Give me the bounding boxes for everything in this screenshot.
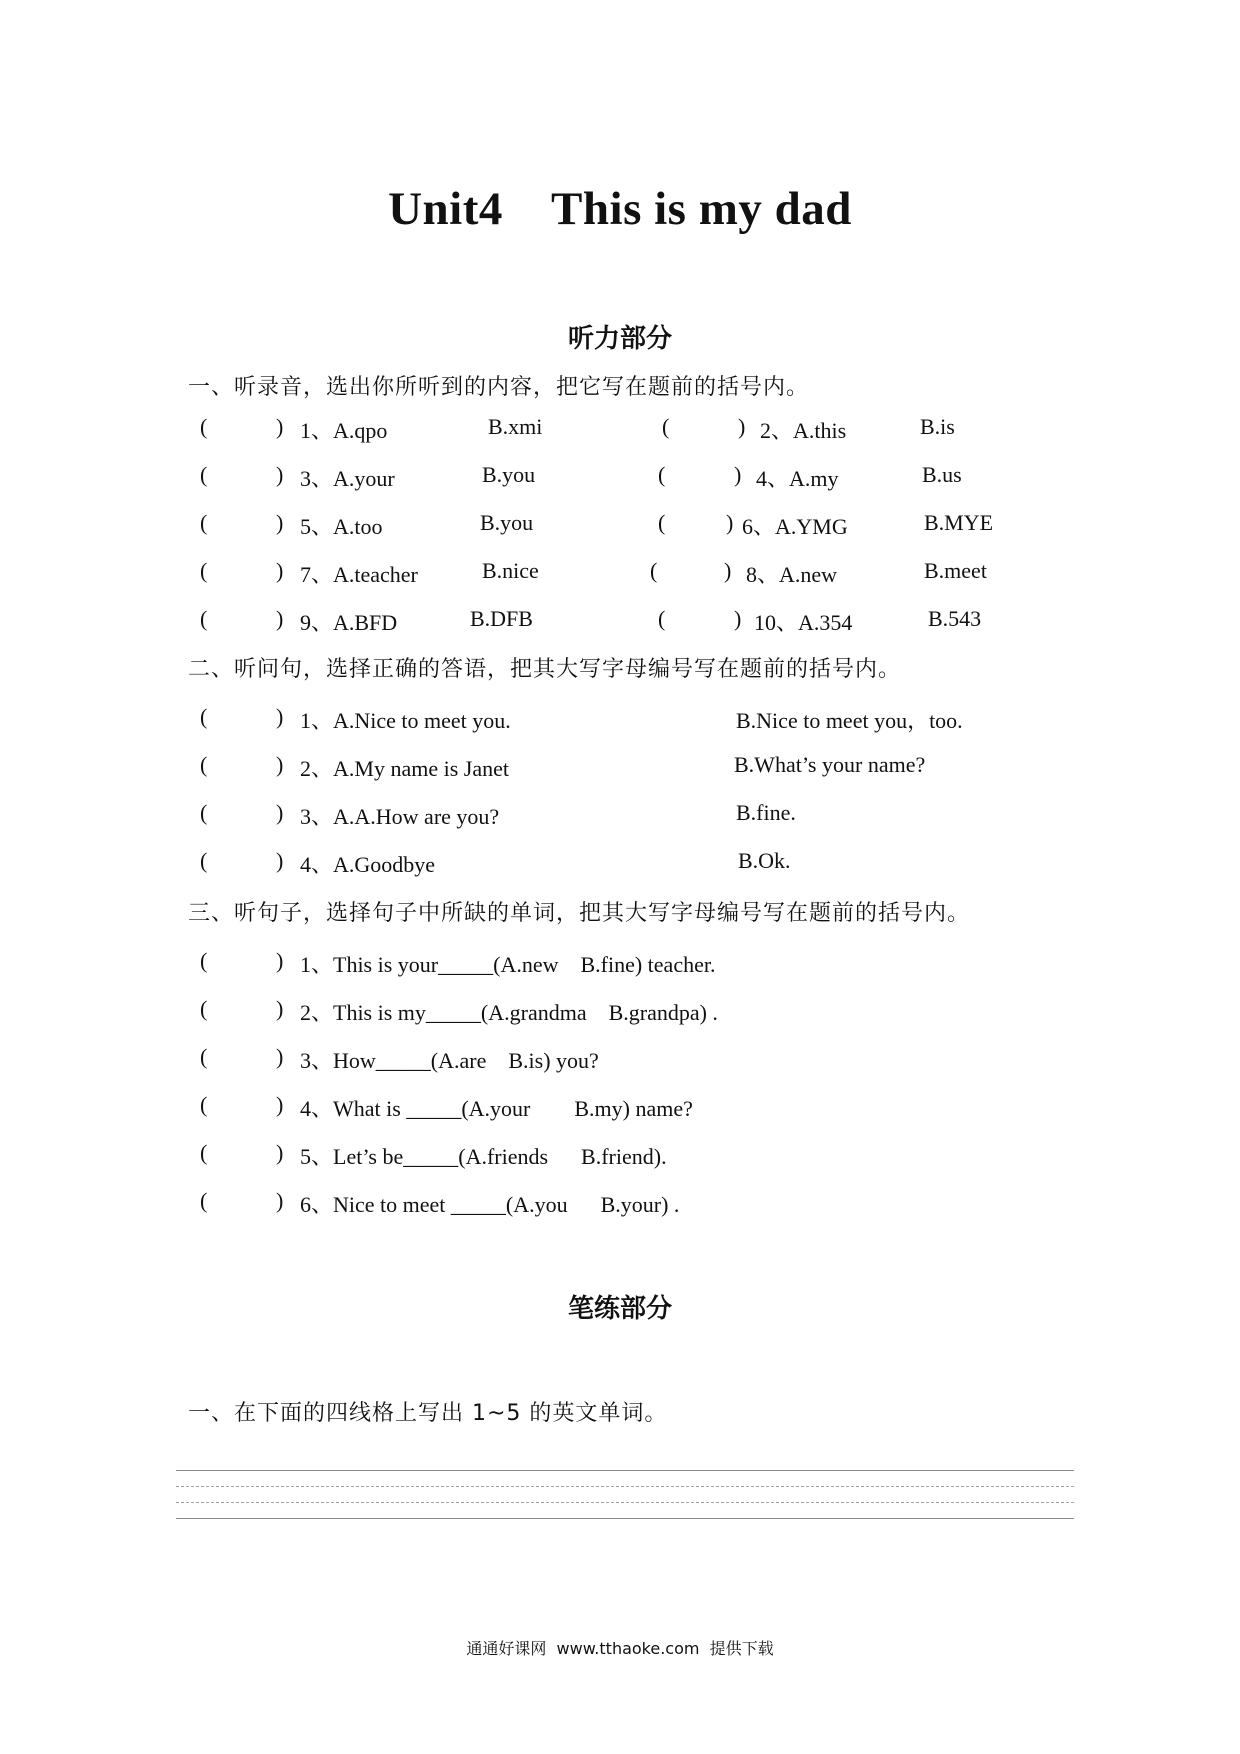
- page-title: Unit4 This is my dad: [388, 183, 852, 235]
- answer-bracket-open[interactable]: (: [200, 848, 208, 873]
- answer-bracket-close: ): [276, 752, 284, 777]
- question-option-a: 2、A.this: [760, 418, 847, 443]
- writing-section-title: 笔练部分: [567, 1294, 672, 1324]
- answer-bracket-open[interactable]: (: [650, 558, 658, 583]
- question-option-a: 8、A.new: [746, 562, 838, 587]
- question-option-b: B.DFB: [470, 606, 533, 631]
- answer-bracket-open[interactable]: (: [200, 462, 208, 487]
- question-option-b: B.fine.: [736, 800, 796, 825]
- answer-bracket-open[interactable]: (: [658, 606, 666, 631]
- answer-bracket-close: ): [276, 996, 284, 1021]
- answer-bracket-open[interactable]: (: [658, 510, 666, 535]
- answer-bracket-close: ): [276, 800, 284, 825]
- question-option-a: 5、A.too: [300, 514, 383, 539]
- question-option-b: B.is: [920, 414, 955, 439]
- question-option-b: B.meet: [924, 558, 987, 583]
- answer-bracket-open[interactable]: (: [200, 1188, 208, 1213]
- answer-bracket-open[interactable]: (: [200, 510, 208, 535]
- question-option-a: 4、A.Goodbye: [300, 852, 436, 877]
- answer-bracket-open[interactable]: (: [200, 752, 208, 777]
- question-option-b: B.MYE: [924, 510, 994, 535]
- answer-bracket-close: ): [738, 414, 746, 439]
- answer-bracket-open[interactable]: (: [200, 606, 208, 631]
- answer-bracket-open[interactable]: (: [200, 558, 208, 583]
- question-option-a: 1、A.qpo: [300, 418, 388, 443]
- question-option-a: 7、A.teacher: [300, 562, 418, 587]
- fill-blank-sentence: 2、This is my_____(A.grandma B.grandpa) .: [300, 1000, 718, 1025]
- fill-blank-sentence: 1、This is your_____(A.new B.fine) teacher.: [300, 952, 716, 977]
- answer-bracket-open[interactable]: (: [200, 1140, 208, 1165]
- answer-bracket-close: ): [276, 414, 284, 439]
- fill-blank-sentence: 4、What is _____(A.your B.my) name?: [300, 1096, 693, 1121]
- question-option-a: 9、A.BFD: [300, 610, 398, 635]
- answer-bracket-close: ): [276, 558, 284, 583]
- question-option-b: B.nice: [482, 558, 539, 583]
- answer-bracket-open[interactable]: (: [662, 414, 670, 439]
- answer-bracket-close: ): [724, 558, 732, 583]
- answer-bracket-close: ): [276, 606, 284, 631]
- footer-source-text: 通通好课网 www.tthaoke.com 提供下载: [466, 1639, 774, 1658]
- part3-heading: 三、听句子，选择句子中所缺的单词，把其大写字母编号写在题前的括号内。: [188, 901, 971, 926]
- question-option-b: B.543: [928, 606, 982, 631]
- answer-bracket-open[interactable]: (: [200, 800, 208, 825]
- answer-bracket-close: ): [276, 1140, 284, 1165]
- question-option-a: 2、A.My name is Janet: [300, 756, 509, 781]
- question-option-a: 10、A.354: [754, 610, 853, 635]
- grid-line: [176, 1502, 1074, 1503]
- answer-bracket-open[interactable]: (: [200, 996, 208, 1021]
- grid-line: [176, 1486, 1074, 1487]
- answer-bracket-open[interactable]: (: [200, 948, 208, 973]
- question-option-a: 1、A.Nice to meet you.: [300, 708, 511, 733]
- grid-line: [176, 1470, 1074, 1471]
- listening-section-title: 听力部分: [567, 324, 672, 354]
- question-option-b: B.Nice to meet you，too.: [736, 708, 963, 733]
- answer-bracket-open[interactable]: (: [658, 462, 666, 487]
- question-option-b: B.us: [922, 462, 962, 487]
- question-option-b: B.you: [480, 510, 534, 535]
- four-line-grid[interactable]: [176, 1470, 1074, 1530]
- part2-heading: 二、听问句，选择正确的答语，把其大写字母编号写在题前的括号内。: [188, 657, 902, 682]
- question-option-b: B.xmi: [488, 414, 543, 439]
- answer-bracket-open[interactable]: (: [200, 414, 208, 439]
- question-option-a: 6、A.YMG: [742, 514, 848, 539]
- fill-blank-sentence: 5、Let’s be_____(A.friends B.friend).: [300, 1144, 667, 1169]
- answer-bracket-open[interactable]: (: [200, 1092, 208, 1117]
- question-option-a: 3、A.A.How are you?: [300, 804, 500, 829]
- answer-bracket-open[interactable]: (: [200, 704, 208, 729]
- answer-bracket-close: ): [276, 462, 284, 487]
- answer-bracket-close: ): [276, 1044, 284, 1069]
- answer-bracket-close: ): [734, 606, 742, 631]
- answer-bracket-close: ): [276, 510, 284, 535]
- answer-bracket-close: ): [276, 948, 284, 973]
- answer-bracket-close: ): [734, 462, 742, 487]
- question-option-b: B.Ok.: [738, 848, 791, 873]
- question-option-b: B.What’s your name?: [734, 752, 926, 777]
- writing-part1-heading: 一、在下面的四线格上写出 1~5 的英文单词。: [188, 1401, 668, 1426]
- fill-blank-sentence: 6、Nice to meet _____(A.you B.your) .: [300, 1192, 680, 1217]
- answer-bracket-close: ): [276, 704, 284, 729]
- answer-bracket-close: ): [726, 510, 734, 535]
- answer-bracket-close: ): [276, 1188, 284, 1213]
- answer-bracket-close: ): [276, 1092, 284, 1117]
- question-option-a: 3、A.your: [300, 466, 395, 491]
- question-option-b: B.you: [482, 462, 536, 487]
- grid-line: [176, 1518, 1074, 1519]
- answer-bracket-close: ): [276, 848, 284, 873]
- fill-blank-sentence: 3、How_____(A.are B.is) you?: [300, 1048, 599, 1073]
- answer-bracket-open[interactable]: (: [200, 1044, 208, 1069]
- question-option-a: 4、A.my: [756, 466, 839, 491]
- part1-heading: 一、听录音，选出你所听到的内容，把它写在题前的括号内。: [188, 375, 810, 400]
